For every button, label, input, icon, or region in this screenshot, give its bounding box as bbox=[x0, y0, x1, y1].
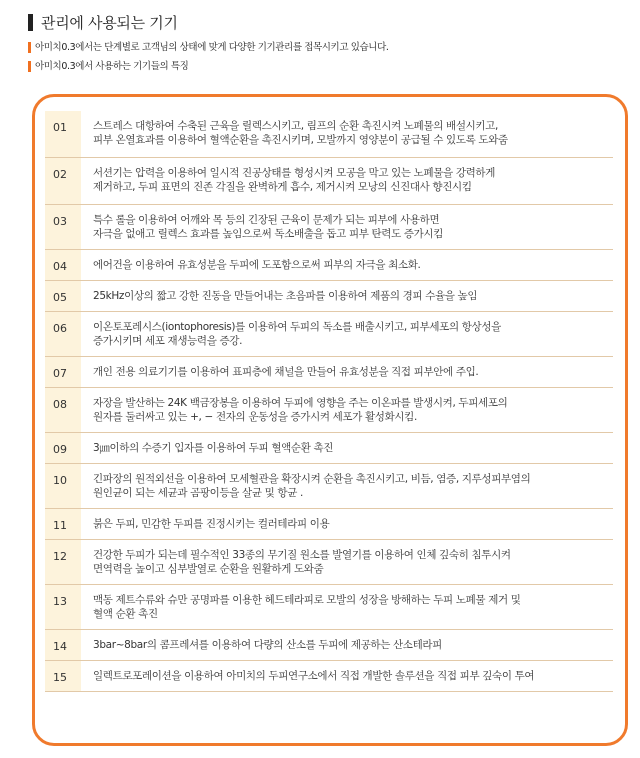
row-number: 15 bbox=[45, 661, 81, 691]
table-row bbox=[45, 388, 613, 433]
row-description: 자장을 발산하는 24K 백금장봉을 이용하여 두피에 영향을 주는 이온파를 발생시켜, 두피세포의 원자를 둘러싸고 있는 +, − 전자의 운동성을 증가시켜 세포가 활성화시킴. bbox=[93, 397, 508, 423]
table-row bbox=[45, 312, 613, 357]
title-row bbox=[28, 12, 628, 33]
table-row bbox=[45, 433, 613, 464]
row-number: 13 bbox=[45, 585, 81, 629]
page-title: 관리에 사용되는 기기 bbox=[41, 14, 178, 32]
features-line bbox=[28, 58, 628, 72]
row-number: 08 bbox=[45, 388, 81, 432]
row-description: 특수 롤을 이용하여 어깨와 목 등의 긴장된 근육이 문제가 되는 피부에 사용하면 자극을 없애고 릴렉스 효과를 높임으로써 독소배출을 돕고 피부 탄력도 증가시킴 bbox=[93, 214, 444, 240]
table-row bbox=[45, 464, 613, 509]
table-row bbox=[45, 205, 613, 250]
intro-line bbox=[28, 39, 628, 53]
row-description: 스트레스 대항하여 수축된 근육을 릴렉스시키고, 림프의 순환 촉진시켜 노폐물의 배설시키고, 피부 온열효과를 이용하여 혈액순환을 촉진시키며, 모발까지 영양분이 공급될 수 있도록 도와줌 bbox=[93, 120, 508, 146]
row-description: 일렉트로포레이션을 이용하여 아미치의 두피연구소에서 직접 개발한 솔루션을 직접 피부 깊숙이 투여 bbox=[93, 670, 535, 682]
row-number: 11 bbox=[45, 509, 81, 539]
row-number: 04 bbox=[45, 250, 81, 280]
table-row bbox=[45, 250, 613, 281]
row-number: 07 bbox=[45, 357, 81, 387]
row-number: 12 bbox=[45, 540, 81, 584]
table-row bbox=[45, 630, 613, 661]
row-description: 건강한 두피가 되는데 필수적인 33종의 무기질 원소를 발열기를 이용하여 인체 깊숙히 침투시켜 면역력을 높이고 심부발열로 순환을 원활하게 도와줌 bbox=[93, 549, 511, 575]
table-row bbox=[45, 281, 613, 312]
table-row bbox=[45, 509, 613, 540]
row-description: 붉은 두피, 민감한 두피를 진정시키는 컬러테라피 이용 bbox=[93, 518, 330, 530]
row-description: 맥동 제트수류와 슈만 공명파를 이용한 헤드테라피로 모발의 성장을 방해하는 두피 노폐물 제거 및 혈액 순환 촉진 bbox=[93, 594, 521, 620]
table-row bbox=[45, 357, 613, 388]
table-row bbox=[45, 540, 613, 585]
row-description: 긴파장의 원적외선을 이용하여 모세혈관을 확장시켜 순환을 촉진시키고, 비듬, 염증, 지루성피부염의 원인균이 되는 세균과 곰팡이등을 살균 및 항균 . bbox=[93, 473, 531, 499]
row-description: 25kHz이상의 짧고 강한 진동을 만들어내는 초음파를 이용하여 제품의 경피 수율을 높임 bbox=[93, 290, 478, 302]
device-table bbox=[45, 111, 613, 692]
intro-text: 아미치0.3에서는 단계별로 고객님의 상태에 맞게 다양한 기기관리를 접목시키고 있습니다. bbox=[35, 42, 389, 53]
row-number: 03 bbox=[45, 205, 81, 249]
row-description: 서션기는 압력을 이용하여 일시적 진공상태를 형성시켜 모공을 막고 있는 노폐물을 강력하게 제거하고, 두피 표면의 진존 각질을 완벽하게 흡수, 제거시켜 모낭의 신진대사 향진시킴 bbox=[93, 167, 496, 193]
row-number: 06 bbox=[45, 312, 81, 356]
row-number: 14 bbox=[45, 630, 81, 660]
row-number: 10 bbox=[45, 464, 81, 508]
intro-marker bbox=[28, 42, 31, 53]
features-marker bbox=[28, 61, 31, 72]
row-description: 에어건을 이용하여 유효성분을 두피에 도포함으로써 피부의 자극을 최소화. bbox=[93, 259, 421, 271]
table-row bbox=[45, 585, 613, 630]
table-row bbox=[45, 111, 613, 158]
row-description: 개인 전용 의료기기를 이용하여 표피층에 채널을 만들어 유효성분을 직접 피부안에 주입. bbox=[93, 366, 479, 378]
title-marker bbox=[28, 14, 33, 31]
features-text: 아미치0.3에서 사용하는 기기들의 특징 bbox=[35, 61, 189, 72]
row-description: 3bar~8bar의 콤프레셔를 이용하여 다량의 산소를 두피에 제공하는 산소테라피 bbox=[93, 639, 442, 651]
table-row bbox=[45, 158, 613, 205]
row-number: 01 bbox=[45, 111, 81, 157]
row-number: 02 bbox=[45, 158, 81, 204]
row-number: 05 bbox=[45, 281, 81, 311]
row-description: 이온토포레시스(iontophoresis)를 이용하여 두피의 독소를 배출시키고, 피부세포의 항상성을 증가시키며 세포 재생능력을 증강. bbox=[93, 321, 501, 347]
page-header bbox=[28, 12, 628, 72]
row-description: 3㎛이하의 수증기 입자를 이용하여 두피 혈액순환 촉진 bbox=[93, 442, 334, 454]
device-table-card bbox=[32, 94, 628, 746]
row-number: 09 bbox=[45, 433, 81, 463]
table-row bbox=[45, 661, 613, 692]
